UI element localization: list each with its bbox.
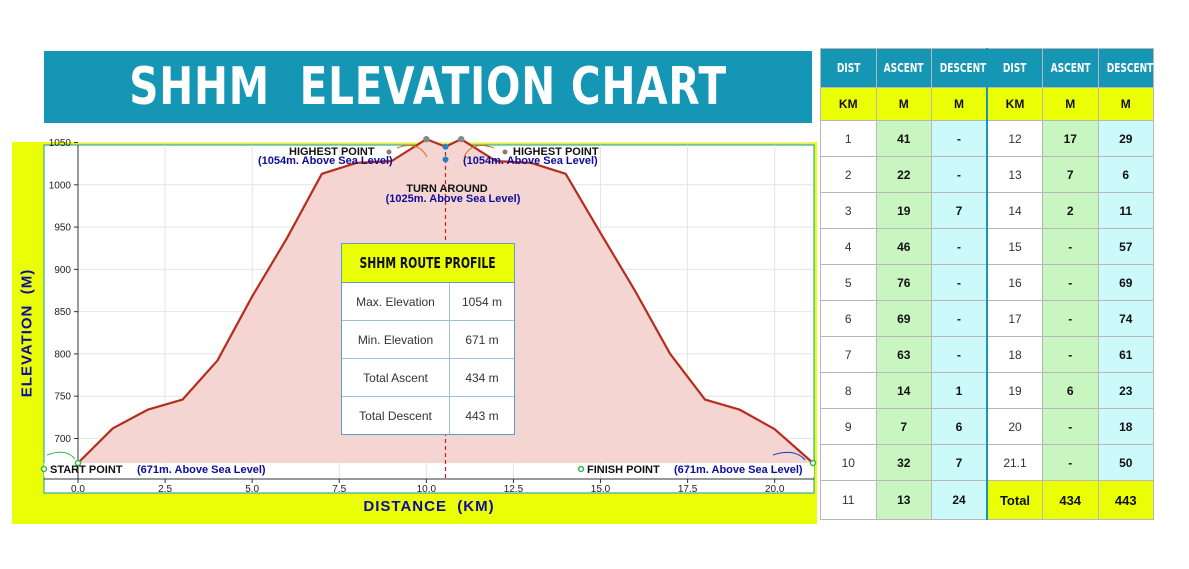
route-profile-header [342,244,514,283]
route-profile-table [342,283,514,434]
profile-label: Min. Elevation [342,321,450,359]
table-cell: 61 [1098,337,1154,373]
route-profile-card [341,243,515,435]
column-unit: M [876,88,932,121]
label-dot [503,150,508,155]
profile-value: 1054 m [450,283,515,321]
y-tick-label: 850 [54,307,71,319]
profile-row [342,283,514,321]
table-cell: 7 [932,445,988,481]
profile-row [342,359,514,397]
table-cell: 1 [932,373,988,409]
table-cell: - [932,157,988,193]
table-cell: - [932,265,988,301]
table-row [821,229,1154,265]
table-cell: 2 [1043,193,1099,229]
table-cell: 46 [876,229,932,265]
column-header: ASCENT [876,49,932,88]
table-cell: 14 [876,373,932,409]
annotation-subtitle: (1025m. Above Sea Level) [385,193,521,205]
column-header: ASCENT [1043,49,1099,88]
table-cell: 13 [987,157,1043,193]
table-cell: 19 [876,193,932,229]
table-cell: 21.1 [987,445,1043,481]
column-header: DESCENT [1098,49,1154,88]
table-cell: 23 [1098,373,1154,409]
annotation-title: HIGHEST POINT [289,146,375,158]
x-tick-label: 7.5 [332,484,347,495]
table-cell: - [1043,229,1099,265]
route-profile-title: SHHM ROUTE PROFILE [359,254,497,272]
x-tick-label: 17.5 [677,484,698,495]
table-cell: 14 [987,193,1043,229]
table-cell: - [1043,337,1099,373]
y-tick-label: 900 [54,264,71,276]
table-cell: 63 [876,337,932,373]
table-cell: 16 [987,265,1043,301]
table-row [821,337,1154,373]
table-row [821,409,1154,445]
table-cell: 50 [1098,445,1154,481]
page-title: SHHM ELEVATION CHART [129,57,727,117]
table-cell: 11 [1098,193,1154,229]
table-header-row [821,49,1154,88]
table-row [821,157,1154,193]
annotation-subtitle: (671m. Above Sea Level) [674,464,803,476]
x-tick-label: 5.0 [245,484,260,495]
table-cell: 12 [987,121,1043,157]
profile-value: 671 m [450,321,515,359]
table-row [821,265,1154,301]
x-tick-label: 15.0 [590,484,611,495]
y-tick-label: 750 [54,391,71,403]
table-cell: 20 [987,409,1043,445]
peak-marker [423,136,429,142]
table-cell: - [932,301,988,337]
table-cell: 57 [1098,229,1154,265]
table-unit-row [821,88,1154,121]
table-cell: - [1043,445,1099,481]
table-cell: 9 [821,409,877,445]
table-cell: 8 [821,373,877,409]
table-cell: 6 [1098,157,1154,193]
table-cell: 6 [932,409,988,445]
column-unit: M [1043,88,1099,121]
profile-label: Total Ascent [342,359,450,397]
table-cell: 443 [1098,481,1154,520]
column-header: DIST [987,49,1043,88]
annotation-title: START POINT [50,464,123,476]
table-cell: 7 [821,337,877,373]
table-row [821,301,1154,337]
turnaround-marker [443,144,449,150]
column-unit: M [1098,88,1154,121]
table-cell: 74 [1098,301,1154,337]
peak-marker [458,136,464,142]
table-cell: 29 [1098,121,1154,157]
column-header: DESCENT [932,49,988,88]
turnaround-marker [443,156,449,162]
column-unit: KM [987,88,1043,121]
y-tick-label: 700 [54,433,71,445]
table-cell: 4 [821,229,877,265]
profile-label: Total Descent [342,397,450,435]
start-marker [42,467,47,472]
table-cell: 24 [932,481,988,520]
x-axis-label: DISTANCE (KM) [363,498,495,515]
y-axis-label-box [12,142,42,524]
table-cell: - [932,337,988,373]
annotation-title: HIGHEST POINT [513,146,599,158]
table-row [821,193,1154,229]
table-cell: 19 [987,373,1043,409]
table-cell: - [1043,409,1099,445]
profile-row [342,321,514,359]
table-cell: - [1043,301,1099,337]
annotation-title: FINISH POINT [587,464,660,476]
annotation-subtitle: (671m. Above Sea Level) [137,464,266,476]
table-cell: 2 [821,157,877,193]
table-row [821,121,1154,157]
label-dot [387,150,392,155]
profile-value: 443 m [465,408,499,423]
table-row [821,445,1154,481]
column-unit: M [932,88,988,121]
x-tick-label: 12.5 [503,484,524,495]
column-header: DIST [821,49,877,88]
finish-marker [811,461,816,466]
table-cell: 17 [1043,121,1099,157]
split-table [820,48,1154,520]
table-cell: 76 [876,265,932,301]
table-cell: 7 [932,193,988,229]
table-cell: 13 [876,481,932,520]
table-cell: 10 [821,445,877,481]
x-tick-label: 2.5 [158,484,173,495]
table-cell: 69 [876,301,932,337]
profile-row [342,397,514,435]
profile-label: Max. Elevation [342,283,450,321]
x-tick-label: 0.0 [71,484,85,495]
table-cell: 41 [876,121,932,157]
table-cell: 434 [1043,481,1099,520]
table-cell: - [1043,265,1099,301]
annotation-title: TURN AROUND [406,183,488,195]
table-cell: - [932,121,988,157]
profile-value: 434 m [450,359,515,397]
table-cell: 7 [876,409,932,445]
y-tick-label: 1000 [48,180,71,192]
column-unit: KM [821,88,877,121]
table-cell: 18 [1098,409,1154,445]
table-cell: 32 [876,445,932,481]
table-row [821,481,1154,520]
x-tick-label: 10.0 [416,484,437,495]
finish-marker [579,467,584,472]
table-cell: 11 [821,481,877,520]
table-cell: 3 [821,193,877,229]
table-cell: 6 [1043,373,1099,409]
table-cell: 6 [821,301,877,337]
y-tick-label: 1050 [48,138,71,150]
table-cell: 17 [987,301,1043,337]
table-cell: 22 [876,157,932,193]
y-tick-label: 950 [54,222,71,234]
table-cell: 7 [1043,157,1099,193]
annotation-subtitle: (1054m. Above Sea Level) [463,155,598,167]
table-cell: - [932,229,988,265]
table-cell: 18 [987,337,1043,373]
table-row [821,373,1154,409]
table-cell: 69 [1098,265,1154,301]
table-cell: Total [987,481,1043,520]
y-axis-label: ELEVATION (M) [18,268,36,398]
table-cell: 1 [821,121,877,157]
x-tick-label: 20.0 [764,484,785,495]
table-cell: 15 [987,229,1043,265]
annotation-subtitle: (1054m. Above Sea Level) [258,155,393,167]
table-cell: 5 [821,265,877,301]
y-tick-label: 800 [54,349,71,361]
